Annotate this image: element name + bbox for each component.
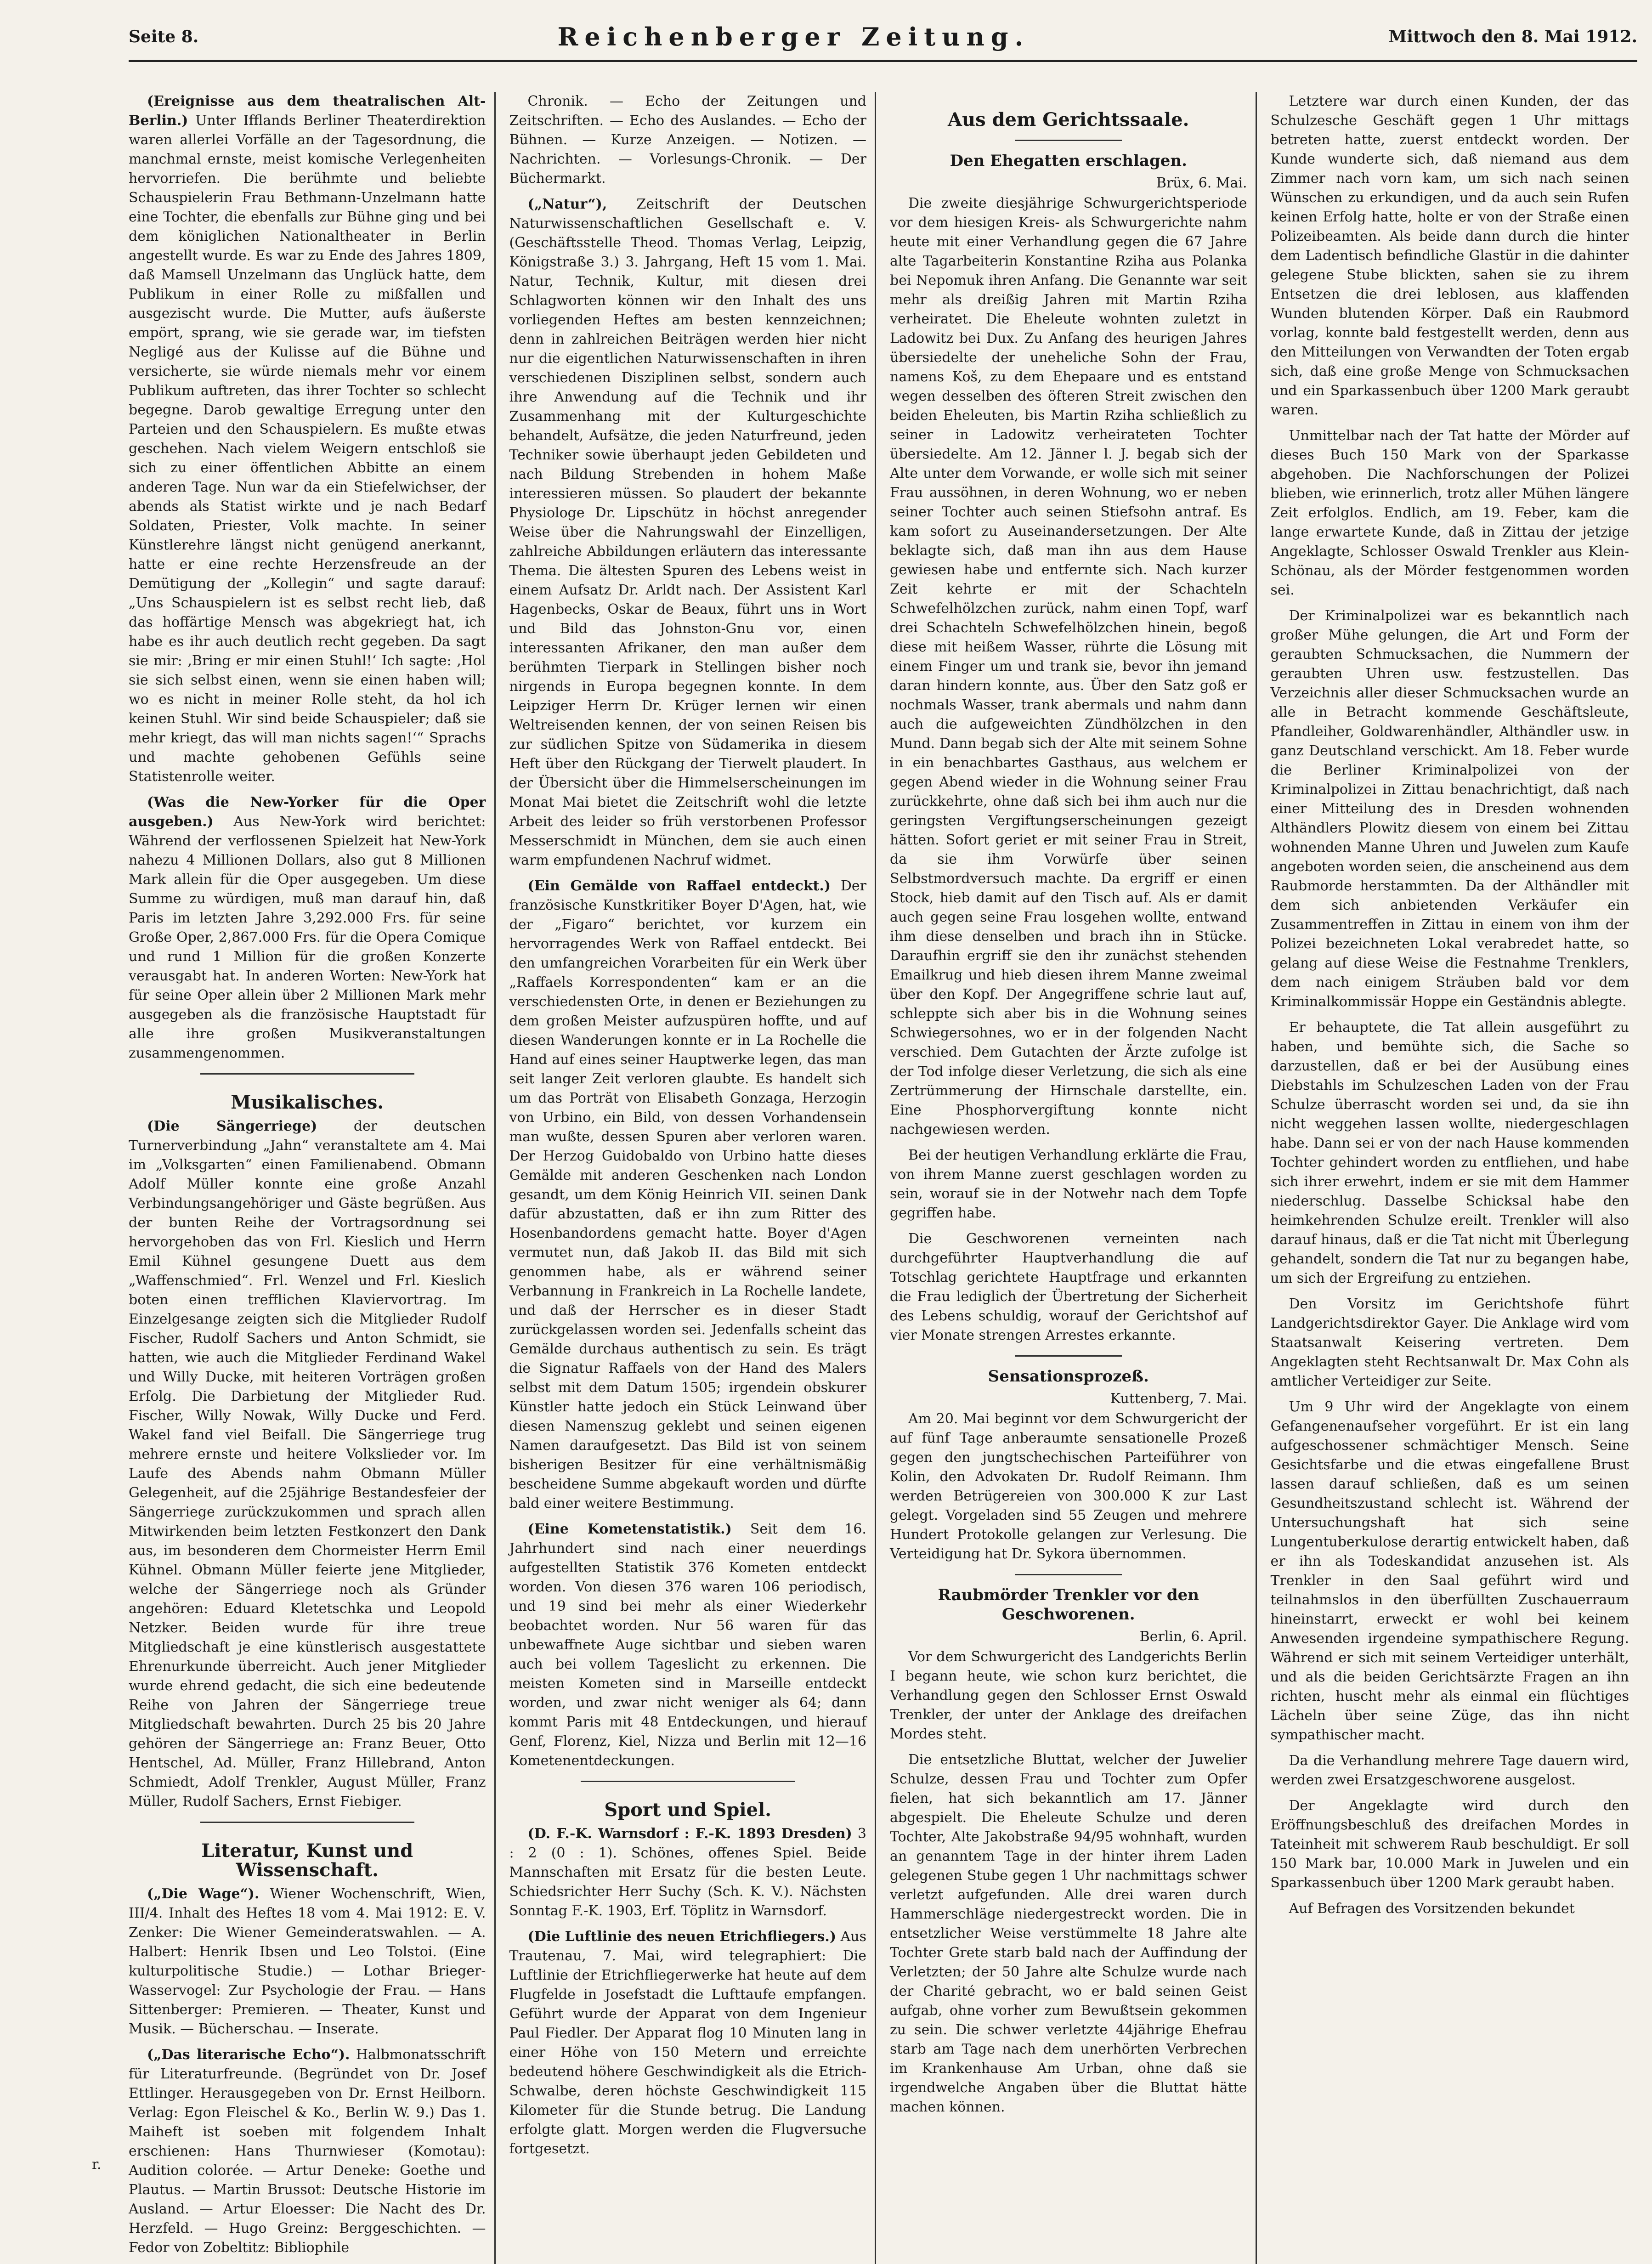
dateline: Brüx, 6. Mai. — [1156, 175, 1247, 191]
article-text: Den Vorsitz im Gerichtshofe führt Landgerichtsdirektor Gayer. Die Anklage wird vom Staatsanwalt Keisering vertreten. Dem Angeklagten steht Rechtsanwalt Dr. Max Cohn als amtlicher Verteidiger zur Seite. — [1270, 1296, 1629, 1389]
article-rule — [1015, 140, 1122, 141]
article-text: Die Geschworenen verneinten nach durchgeführter Hauptverhandlung die auf Totschlag gerichtete Hauptfrage und erkannten die Frau lediglich der Übertretung der Sicherheit des Lebens schuldig, worauf der Gerichtshof auf vier Monate strengen Arrestes erkannte. — [890, 1231, 1247, 1343]
article-paragraph — [509, 1824, 867, 1921]
article-text: Der französische Kunstkritiker Boyer D'Agen, hat, wie der „Figaro“ berichtet, vor kurzem ein hervorragendes Werk von Raffael entdeckt. Bei den umfangreichen Vorarbeiten für ein Werk über „Raffaels Korrespondenten“ kam er an die verschiedensten Orte, in denen er Beziehungen zu dem großen Meister aufzuspüren hoffte, und auf diesen Wanderungen konnte er in La Rochelle die Hand auf eines seiner Hauptwerke legen, das man seit langer Zeit verloren glaubte. Es handelt sich um das Porträt von Elisabeth Gonzaga, Herzogin von Urbino, ein Bild, von dessen Vorhandensein man wußte, dessen Spuren aber verloren waren. Der Herzog Guidobaldo von Urbino hatte dieses Gemälde mit anderen Geschenken nach London gesandt, um dem König Heinrich VII. seinen Dank dafür abzustatten, daß er ihn zum Ritter des Hosenbandordens gemacht hatte. Boyer d'Agen vermutet nun, daß Jakob II. das Bild mit sich genommen habe, als er während seiner Verbannung in Frankreich in La Rochelle landete, und daß der Herrscher es in dieser Stadt zurückgelassen worden sei. Jedenfalls scheint das Gemälde durchaus authentisch zu sein. Es trägt die Signatur Raffaels von der Hand des Malers selbst mit dem Datum 1505; irgendein obskurer Künstler hatte jedoch ein Stück Leinwand über diesen Namenszug geklebt und seinen eigenen Namen daraufgesetzt. Das Bild ist von seinem bisherigen Besitzer für eine verhältnismäßig bescheidene Summe abgekauft worden und dürfte bald einer weitere Bestimmung. — [509, 878, 866, 1511]
article-paragraph — [890, 194, 1247, 1139]
article-text: der deutschen Turnerverbindung „Jahn“ veranstaltete am 4. Mai im „Volksgarten“ einen Familienabend. Obmann Adolf Müller konnte eine große Anzahl Verbindungsangehöriger und Gäste begrüßen. Aus der bunten Reihe der Vortragsordnung sei hervorgehoben das von Frl. Kieslich und Herrn Emil Kühnel gesungene Duett aus dem „Waffenschmied“. Frl. Wenzel und Frl. Kieslich boten einen trefflichen Klaviervortrag. Im Einzelgesange zeigten sich die Mitglieder Rudolf Fischer, Rudolf Sachers und Anton Schmidt, sie hatten, wie auch die Mitglieder Ferdinand Wakel und Willy Ducke, mit heiteren Vorträgen großen Erfolg. Die Darbietung der Mitglieder Rud. Fischer, Willy Nowak, Willy Ducke und Ferd. Wakel fand viel Beifall. Die Sängerriege trug mehrere ernste und heitere Volkslieder vor. Im Laufe des Abends nahm Obmann Müller Gelegenheit, auf die 25jährige Bestandesfeier der Sängerriege zurückzukommen und sprach allen Mitwirkenden beim letzten Festkonzert den Dank aus, im besonderen dem Chormeister Herrn Emil Kühnel. Obmann Müller feierte jene Mitglieder, welche der Sängerriege noch als Gründer angehören: Eduard Kletetschka und Leopold Netzker. Beiden wurde für ihre treue Mitgliedschaft je eine künstlerisch ausgestattete Ehrenurkunde überreicht. Auch jener Mitglieder wurde ehrend gedacht, die sich eine bedeutende Reihe von Jahren der Sängerriege treue Mitgliedschaft bewahrten. Durch 25 bis 20 Jahre gehören der Sängerriege an: Franz Beuer, Otto Hentschel, Ad. Müller, Franz Hillebrand, Anton Schmiedt, Adolf Trenkler, August Müller, Franz Müller, Rudolf Sachers, Ernst Fiebiger. — [129, 1118, 486, 1810]
article-text: Wiener Wochenschrift, Wien, III/4. Inhalt des Heftes 18 vom 4. Mai 1912: E. V. Zenker: Die Wiener Gemeinderatswahlen. — A. Halbert: Henrik Ibsen und Leo Tolstoi. (Eine kulturpolitische Studie.) — Lothar Brieger-Wasservogel: Zur Psychologie der Frau. — Hans Sittenberger: Premieren. — Theater, Kunst und Musik. — Bücherschau. — Inserate. — [129, 1886, 486, 2037]
article-lead: (Was die New-Yorker für die Oper ausgeben.) — [129, 794, 486, 830]
article-text: Er behauptete, die Tat allein ausgeführt zu haben, und bemühte sich, die Sache so darzustellen, daß er bei der Ausübung eines Diebstahls im Schulzeschen Laden von der Frau Schulze überrascht worden sei und, da sie ihn nicht weggehen lassen wollte, niedergeschlagen habe. Dann sei er von der nach Hause kommenden Tochter gehindert worden zu entfliehen, und habe sich ihrer erwehrt, indem er sie mit dem Hammer niederschlug. Dasselbe Schicksal habe den heimkehrenden Schulze ereilt. Trenkler will also darauf hinaus, daß er die Tat nicht mit Überlegung gehandelt, sondern die Tat nur zu begangen habe, um sich der Ergreifung zu entziehen. — [1270, 1019, 1629, 1286]
article-paragraph — [890, 1146, 1247, 1223]
article-paragraph — [1271, 426, 1629, 600]
article-paragraph — [890, 1647, 1247, 1744]
article-headline: Raubmörder Trenkler vor den Geschworenen. — [938, 1586, 1199, 1624]
section-heading: Musikalisches. — [231, 1092, 384, 1113]
article-paragraph — [1271, 1796, 1629, 1893]
article-text: Um 9 Uhr wird der Angeklagte von einem Gefangenenaufseher vorgeführt. Er ist ein lang aufgeschossener schmächtiger Mensch. Seine Gesichtsfarbe und die etwas eingefallene Brust lassen darauf schließen, daß es um seinen Gesundheitszustand schlecht ist. Während der Untersuchungshaft hat sich seine Lungentuberkulose derartig entwickelt haben, daß er ihn als Todeskandidat anzusehen ist. Als Trenkler in den Saal geführt wird und teilnahmslos in den überfüllten Zuschauerraum hineinstarrt, erweckt er wohl bei keinem Anwesenden irgendeine sympathischere Regung. Während er sich mit seinem Verteidiger unterhält, und als die beiden Gerichtsärzte Fragen an ihn richten, huscht mehr als einmal ein flüchtiges Lächeln über seine Züge, das ihn nicht sympathischer macht. — [1270, 1399, 1629, 1743]
article-lead: (Die Sängerriege) — [147, 1118, 317, 1134]
article-lead: („Natur“), — [527, 196, 607, 212]
article-text: Bei der heutigen Verhandlung erklärte die Frau, von ihrem Manne zuerst geschlagen worden zu sein, worauf sie in der Notwehr nach dem Topfe gegriffen habe. — [890, 1147, 1247, 1221]
article-lead: (D. F.-K. Warnsdorf : F.-K. 1893 Dresden) — [527, 1826, 852, 1842]
article-paragraph — [509, 92, 867, 188]
article-paragraph — [1271, 1398, 1629, 1745]
article-paragraph — [129, 1117, 486, 1811]
column-3 — [890, 92, 1257, 2264]
page-number: Seite 8. — [129, 27, 199, 46]
article-text: Die zweite diesjährige Schwurgerichtsperiode vor dem hiesigen Kreis- als Schwurgerichte nahm heute mit einer Verhandlung gegen die 67 Jahre alte Tagarbeiterin Konstantine Rziha aus Polanka bei Nepomuk ihren Anfang. Die Genannte war seit mehr als dreißig Jahren mit Martin Rziha verheiratet. Die Eheleute wohnten zuletzt in Ladowitz bei Dux. Zu Anfang des heurigen Jahres übersiedelte der uneheliche Sohn der Frau, namens Koš, zu dem Ehepaare und es entstand wegen desselben des öfteren Streit zwischen den beiden Eheleuten, bis Martin Rziha schließlich zu seiner in Ladowitz verheirateten Tochter übersiedelte. Am 12. Jänner l. J. begab sich der Alte unter dem Vorwande, er wolle sich mit seiner Frau aussöhnen, in deren Wohnung, wo er neben seiner Tochter auch seinen Stiefsohn antraf. Es kam sofort zu Auseinandersetzungen. Der Alte beklagte sich, daß man ihn aus dem Hause gewiesen habe und entfernte sich. Nach kurzer Zeit kehrte er mit der Schachteln Schwefelhölzchen zurück, nahm einen Topf, warf drei Schachteln Schwefelhölzchen hinein, begoß diese mit heißem Wasser, rührte die Lösung mit einem Finger um und trank sie, bevor ihn jemand daran hindern konnte, aus. Über den Satz goß er nochmals Wasser, trank abermals und nahm dann auch die aufgeweichten Zündhölzchen in den Mund. Dann begab sich der Alte mit seinem Sohne in ein benachbartes Gasthaus, aus welchem er gegen Abend wieder in die Wohnung seiner Frau zurückkehrte, ohne daß sich bei ihm auch nur die geringsten Vergiftungserscheinungen gezeigt hätten. Sofort geriet er mit seiner Frau in Streit, da sie ihm Vorwürfe über seinen Selbstmordversuch machte. Da ergriff er einen Stock, hieb damit auf den Tisch auf. Als er damit auch gegen seine Frau losgehen wollte, entwand ihm diese denselben und brach ihn in Stücke. Daraufhin ergriff sie den ihr zunächst stehenden Emailkrug und hieb diesen ihrem Manne zweimal über den Kopf. Der Angegriffene schrie laut auf, schleppte sich aber bis in die Wohnung seines Schwiegersohnes, wo er in der folgenden Nacht verschied. Dem Gutachten der Ärzte zufolge ist der Tod infolge dieser Verletzung, die sich als eine Zertrümmerung der Hirnschale darstellte, ein. Eine Phosphorvergiftung konnte nicht nachgewiesen werden. — [890, 195, 1247, 1138]
article-lead: (Die Luftlinie des neuen Etrichfliegers.) — [527, 1929, 837, 1945]
column-4 — [1271, 92, 1638, 2264]
article-paragraph — [890, 1409, 1247, 1564]
column-1 — [129, 92, 496, 2264]
article-paragraph — [129, 92, 486, 787]
newspaper-title: Reichenberger Zeitung. — [557, 22, 1030, 51]
article-paragraph — [1271, 1899, 1629, 1919]
section-heading: Aus dem Gerichtssaale. — [948, 109, 1189, 130]
article-paragraph — [509, 1520, 867, 1771]
article-paragraph — [1271, 606, 1629, 1012]
article-paragraph — [129, 1885, 486, 2039]
article-text: Chronik. — Echo der Zeitungen und Zeitschriften. — Echo des Auslandes. — Echo der Bühnen. — Kurze Anzeigen. — Notizen. — Nachrichten. — Vorlesungs-Chronik. — Der Büchermarkt. — [509, 93, 866, 187]
dateline: Berlin, 6. April. — [1139, 1629, 1247, 1645]
article-text: Unter Ifflands Berliner Theaterdirektion waren allerlei Vorfälle an der Tagesordnung, die manchmal ernste, meist komische Verlegenheiten hervorriefen. Die berühmte und beliebte Schauspielerin Frau Bethmann-Unzelmann hatte eine Tochter, die ebenfalls zur Bühne ging und bei dem königlichen Nationaltheater in Berlin angestellt wurde. Es war zu Ende des Jahres 1809, daß Mamsell Unzelmann das Unglück hatte, dem Publikum in einer Rolle zu mißfallen und ausgezischt wurde. Die Mutter, aufs äußerste empört, sprang, wie sie gerade war, im tiefsten Negligé aus der Kulisse auf die Bühne und versicherte, sie würde niemals mehr vor einem Publikum auftreten, das ihrer Tochter so schlecht begegne. Darob gewaltige Erregung unter den Parteien und den Schauspielern. Es mußte etwas geschehen. Nach vielem Weigern entschloß sie sich zu einer öffentlichen Abbitte an einem anderen Tage. Nun war da ein Stiefelwichser, der abends als Statist wirkte und je nach Bedarf Soldaten, Priester, Volk machte. In seiner Künstlerehre längst nicht genügend anerkannt, hatte er eine rechte Herzensfreude an der Demütigung der „Kollegin“ und sagte darauf: „Uns Schauspielern ist es selbst recht lieb, daß das hoffärtige Mensch was abgekriegt hat, ich habe es ihr auch deutlich recht gegeben. Da sagt sie mir: ‚Bring er mir einen Stuhl!‘ Ich sagte: ‚Hol sie sich selbst einen, wenn sie einen haben will; wo es nicht in meiner Rolle steht, da hol ich keinen Stuhl. Wir sind beide Schauspieler; daß sie mehr kriegt, das will man nichts sagen!‘“ Sprachs und machte gehobenen Gefühls seine Statistenrolle weiter. — [129, 113, 486, 785]
article-text: Der Angeklagte wird durch den Eröffnungsbeschluß des dreifachen Mordes in Tateinheit mit schwerem Raub beschuldigt. Er soll 150 Mark bar, 10.000 Mark in Juwelen und ein Sparkassenbuch über 1200 Mark geraubt haben. — [1270, 1798, 1629, 1891]
footer-mark: r. — [92, 2156, 102, 2173]
article-paragraph — [1271, 1018, 1629, 1288]
section-rule — [200, 1822, 415, 1823]
article-text: Am 20. Mai beginnt vor dem Schwurgericht der auf fünf Tage anberaumte sensationelle Prozeß gegen den jungtschechischen Parteiführer von Kolin, den Advokaten Dr. Rudolf Reimann. Ihm werden Betrügereien von 300.000 K zur Last gelegt. Vorgeladen sind 55 Zeugen und mehrere Hundert Protokolle gelangen zur Verlesung. Die Verteidigung hat Dr. Sykora übernommen. — [890, 1411, 1247, 1562]
article-paragraph — [890, 1750, 1247, 2117]
article-lead: („Das literarische Echo“). — [147, 2047, 350, 2063]
columns — [129, 92, 1637, 2256]
article-paragraph — [1271, 92, 1629, 420]
article-lead: (Ein Gemälde von Raffael entdeckt.) — [527, 878, 831, 894]
article-text: Aus New-York wird berichtet: Während der verflossenen Spielzeit hat New-York nahezu 4 Millionen Dollars, also gut 8 Millionen Mark allein für die Oper ausgegeben. Um diese Summe zu würdigen, muß man darauf hin, daß Paris im letzten Jahre 3,292.000 Frs. für seine Große Oper, 2,867.000 Frs. für die Opera Comique und rund 1 Million für die großen Konzerte verausgabt hat. In anderen Worten: New-York hat für seine Oper allein über 2 Millionen Mark mehr ausgegeben als die französische Hauptstadt für alle ihre großen Musikveranstaltungen zusammengenommen. — [129, 814, 486, 1061]
article-text: Letztere war durch einen Kunden, der das Schulzesche Geschäft gegen 1 Uhr mittags betreten hatte, zuerst entdeckt worden. Der Kunde wunderte sich, daß niemand aus dem Zimmer nach vorn kam, um sich nach seinen Wünschen zu erkundigen, und da auch sein Rufen keinen Erfolg hatte, holte er von der Straße einen Polizeibeamten. Als beide dann durch die hinter dem Ladentisch befindliche Glastür in die dahinter gelegene Stube blickten, sahen sie zu ihrem Entsetzen die drei leblosen, aus klaffenden Wunden blutenden Körper. Daß ein Raubmord vorlag, konnte bald festgestellt werden, denn aus den Mitteilungen von Verwandten der Toten ergab sich, daß eine große Menge von Schmucksachen und ein Sparkassenbuch über 1200 Mark geraubt waren. — [1270, 93, 1629, 418]
article-text: Auf Befragen des Vorsitzenden bekundet — [1289, 1901, 1575, 1917]
article-text: Unmittelbar nach der Tat hatte der Mörder auf dieses Buch 150 Mark von der Sparkasse abgehoben. Die Nachforschungen der Polizei blieben, wie erinnerlich, trotz aller Mühen längere Zeit erfolglos. Endlich, am 19. Feber, kam die lange erwartete Kunde, daß in Zittau der jetzige Angeklagte, Schlosser Oswald Trenkler aus Klein-Schönau, als der Mörder festgenommen worden sei. — [1270, 428, 1629, 598]
column-2 — [509, 92, 877, 2264]
article-lead: (Eine Kometenstatistik.) — [527, 1521, 732, 1537]
issue-date: Mittwoch den 8. Mai 1912. — [1388, 27, 1637, 46]
article-lead: („Die Wage“). — [147, 1886, 260, 1902]
article-text: 3 : 2 (0 : 1). Schönes, offenes Spiel. Beide Mannschaften mit Ersatz für die besten Leute. Schiedsrichter Herr Suchy (Sch. K. V.). Nächsten Sonntag F.-K. 1903, Erf. Töplitz in Warnsdorf. — [509, 1826, 866, 1919]
article-text: Da die Verhandlung mehrere Tage dauern wird, werden zwei Ersatzgeschworene ausgelost. — [1270, 1753, 1629, 1788]
section-rule — [200, 1073, 415, 1075]
article-text: Vor dem Schwurgericht des Landgerichts Berlin I begann heute, wie schon kurz berichtet, die Verhandlung gegen den Schlosser Ernst Oswald Trenkler, der unter der Anklage des dreifachen Mordes steht. — [890, 1649, 1247, 1742]
section-heading: Literatur, Kunst und Wissenschaft. — [201, 1840, 413, 1881]
article-paragraph — [509, 195, 867, 870]
article-paragraph — [1271, 1295, 1629, 1391]
article-paragraph — [890, 1229, 1247, 1345]
article-paragraph — [129, 2045, 486, 2258]
article-text: Halbmonatsschrift für Literaturfreunde. (Begründet von Dr. Josef Ettlinger. Herausgegeben von Dr. Ernst Heilborn. Verlag: Egon Fleischel & Ko., Berlin W. 9.) Das 1. Maiheft ist soeben mit folgendem Inhalt erschienen: Hans Thurnwieser (Komotau): Audition colorée. — Artur Deneke: Goethe und Plautus. — Martin Brussot: Deutsche Historie im Ausland. — Artur Eloesser: Die Nacht des Dr. Herzfeld. — Hugo Greinz: Berggeschichten. — Fedor von Zobeltitz: Bibliophile — [129, 2047, 486, 2256]
article-text: Zeitschrift der Deutschen Naturwissenschaftlichen Gesellschaft e. V. (Geschäftsstelle Theod. Thomas Verlag, Leipzig, Königstraße 3.) 3. Jahrgang, Heft 15 vom 1. Mai. Natur, Technik, Kultur, mit diesen drei Schlagworten können wir den Inhalt des uns vorliegenden Heftes am besten kennzeichnen; denn in zahlreichen Beiträgen werden hier nicht nur die eigentlichen Naturwissenschaften in ihren verschiedenen Disziplinen selbst, sondern auch ihre Anwendung auf die Technik und ihr Zusammenhang mit der Kulturgeschichte behandelt, Aufsätze, die jeden Naturfreund, jeden Techniker sowie überhaupt jeden Gebildeten und nach Bildung Strebenden in hohem Maße interessieren müssen. So plaudert der bekannte Physiologe Dr. Lipschütz in höchst anregender Weise über die Nahrungswahl der Einzelligen, zahlreiche Abbildungen erläutern das interessante Thema. Die ältesten Spuren des Lebens weist in einem Aufsatz Dr. Arldt nach. Der Assistent Karl Hagenbecks, Oskar de Beaux, führt uns in Wort und Bild das Johnston-Gnu vor, einen interessanten Afrikaner, den man außer dem berühmten Tierpark in Stellingen bisher noch nirgends in Europa begegnen konnte. In dem Leipziger Herrn Dr. Krüger lernen wir einen Weltreisenden kennen, der von seinen Reisen bis zur südlichen Spitze von Südamerika in diesem Heft über den Rückgang der Tierwelt plaudert. In der Übersicht über die Himmelserscheinungen im Monat Mai bietet die Zeitschrift wohl die letzte Arbeit des leider so früh verstorbenen Professor Messerschmidt in München, dem sie auch einen warm empfundenen Nachruf widmet. — [509, 196, 866, 868]
masthead — [129, 14, 1637, 62]
article-text: Seit dem 16. Jahrhundert sind nach einer neuerdings aufgestellten Statistik 376 Kometen entdeckt worden. Von diesen 376 waren 106 periodisch, und 19 sind bei mehr als einer Wiederkehr beobachtet worden. Nur 56 waren für das unbewaffnete Auge sichtbar und sieben waren auch bei vollem Tageslicht zu erkennen. Die meisten Kometen sind in Marseille entdeckt worden, und zwar nicht weniger als 64; dann kommt Paris mit 48 Entdeckungen, und hierauf Genf, Florenz, Kiel, Nizza und Berlin mit 12—16 Kometenentdeckungen. — [509, 1521, 866, 1769]
article-headline: Den Ehegatten erschlagen. — [950, 152, 1187, 170]
article-text: Aus Trautenau, 7. Mai, wird telegraphiert: Die Luftlinie der Etrichfliegerwerke hat heute auf dem Flugfelde in Josefstadt die Lufttaufe empfangen. Geführt wurde der Apparat von dem Ingenieur Paul Fiedler. Der Apparat flog 10 Minuten lang in einer Höhe von 150 Metern und erreichte bedeutend höhere Geschwindigkeit als die Etrich-Schwalbe, deren höchste Geschwindigkeit 115 Kilometer für die Stunde betrug. Die Landung erfolgte glatt. Morgen werden die Flugversuche fortgesetzt. — [509, 1929, 866, 2157]
article-paragraph — [509, 1927, 867, 2159]
article-text: Die entsetzliche Bluttat, welcher der Juwelier Schulze, dessen Frau und Tochter zum Opfer fielen, hat sich bekanntlich am 17. Jänner abgespielt. Die Eheleute Schulze und deren Tochter, Alte Jakobstraße 94/95 wohnhaft, wurden an genanntem Tage in der hinter ihrem Laden gelegenen Stube gegen 1 Uhr nachmittags schwer verletzt aufgefunden. Alle drei waren durch Hammerschläge niedergestreckt worden. Die in entsetzlicher Weise verstümmelte 18 Jahre alte Tochter Grete starb bald nach der Auffindung der Verletzten; der 50 Jahre alte Schulze wurde nach der Charité gebracht, wo er bald seinen Geist aufgab, ohne vorher zum Bewußtsein gekommen zu sein. Die schwer verletzte 44jährige Ehefrau starb am Tage nach dem unerhörten Verbrechen im Krankenhause Am Urban, ohne daß sie irgendwelche Angaben über die Bluttat hätte machen können. — [890, 1752, 1247, 2115]
section-heading: Sport und Spiel. — [604, 1799, 772, 1821]
dateline: Kuttenberg, 7. Mai. — [1110, 1391, 1247, 1407]
article-paragraph — [129, 793, 486, 1063]
article-paragraph — [1271, 1751, 1629, 1790]
article-lead: (Ereignisse aus dem theatralischen Alt-Berlin.) — [129, 93, 486, 129]
article-paragraph — [509, 877, 867, 1513]
section-rule — [581, 1781, 795, 1782]
article-text: Der Kriminalpolizei war es bekanntlich nach großer Mühe gelungen, die Art und Form der geraubten Schmucksachen, die Nummern der geraubten Uhren usw. festzustellen. Das Verzeichnis aller dieser Schmucksachen wurde an alle in Betracht kommende Geschäftsleute, Pfandleiher, Goldwarenhändler, Althändler usw. in ganz Deutschland verschickt. Am 18. Feber wurde die Berliner Kriminalpolizei von der Kriminalpolizei in Zittau benachrichtigt, daß nach einer Mitteilung des in Dresden wohnenden Althändlers Plowitz diesem von einem bei Zittau wohnenden Manne Uhren und Juwelen zum Kaufe angeboten worden seien, die anscheinend aus dem Raubmorde herstammten. Da der Althändler mit dem sich anbietenden Verkäufer ein Zusammentreffen in Zittau in einem von ihm der Polizei bezeichneten Lokal verabredet hatte, so gelang auf diese Weise die Festnahme Trenklers, dem nach einigem Sträuben bald vor dem Kriminalkommissär Hoppe ein Geständnis ablegte. — [1270, 608, 1629, 1010]
article-rule — [1015, 1574, 1122, 1575]
article-headline: Sensationsprozeß. — [988, 1367, 1149, 1386]
article-rule — [1015, 1355, 1122, 1357]
